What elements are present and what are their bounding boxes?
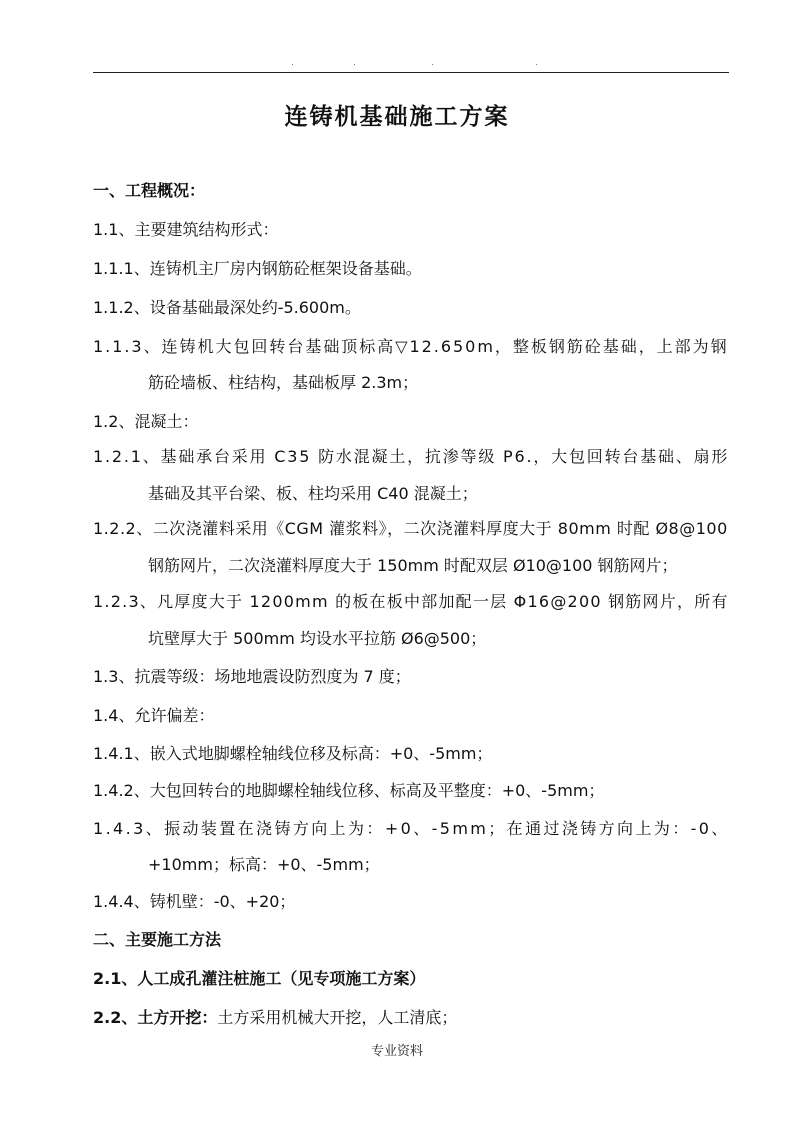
body-line: 1.4.2、大包回转台的地脚螺栓轴线位移、标高及平整度：+0、-5mm； — [93, 781, 605, 800]
body-line: +10mm；标高：+0、-5mm； — [148, 855, 380, 874]
body-line: 1.4.3、振动装置在浇铸方向上为：+0、-5mm；在通过浇铸方向上为：-0、 — [93, 819, 730, 838]
body-line: 1.2.2、二次浇灌料采用《CGM 灌浆料》，二次浇灌料厚度大于 80mm 时配 Ø8@100 — [93, 519, 728, 538]
body-line: 1.3、抗震等级：场地地震设防烈度为 7 度； — [93, 667, 411, 686]
body-line: 1.2.1、基础承台采用 C35 防水混凝土，抗渗等级 P6.，大包回转台基础、扇形 — [93, 447, 730, 466]
body-line: 1.1、主要建筑结构形式： — [93, 220, 279, 239]
body-line: 1.2.3、凡厚度大于 1200mm 的板在板中部加配一层 Φ16@200 钢筋网片，所有 — [93, 592, 729, 611]
header-dots: . . . . — [291, 58, 538, 68]
body-line: 1.4.4、铸机壁：-0、+20； — [93, 892, 296, 911]
body-line: 2.2、土方开挖：土方采用机械大开挖，人工清底； — [93, 1008, 458, 1027]
body-line: 2.1、人工成孔灌注桩施工（见专项施工方案） — [93, 969, 426, 988]
body-line: 1.1.1、连铸机主厂房内钢筋砼框架设备基础。 — [93, 259, 422, 278]
body-line: 1.1.2、设备基础最深处约-5.600m。 — [93, 298, 361, 317]
body-line: 1.4.1、嵌入式地脚螺栓轴线位移及标高：+0、-5mm； — [93, 744, 493, 763]
body-line: 1.2、混凝土： — [93, 412, 199, 431]
body-line: 坑壁厚大于 500mm 均设水平拉筋 Ø6@500； — [148, 629, 487, 648]
body-line: 一、工程概况： — [93, 181, 206, 200]
body-line: 二、主要施工方法 — [93, 930, 222, 949]
header-rule — [93, 72, 729, 73]
body-line: 1.1.3、连铸机大包回转台基础顶标高▽12.650m，整板钢筋砼基础，上部为钢 — [93, 337, 729, 356]
body-line: 基础及其平台梁、板、柱均采用 C40 混凝土； — [148, 484, 478, 503]
body-line: 1.4、允许偏差： — [93, 706, 215, 725]
body-line: 筋砼墙板、柱结构，基础板厚 2.3m； — [148, 373, 419, 392]
page-title: 连铸机基础施工方案 — [284, 103, 510, 130]
body-line: 钢筋网片，二次浇灌料厚度大于 150mm 时配双层 Ø10@100 钢筋网片； — [148, 556, 678, 575]
page-footer: 专业资料 — [370, 1044, 423, 1059]
